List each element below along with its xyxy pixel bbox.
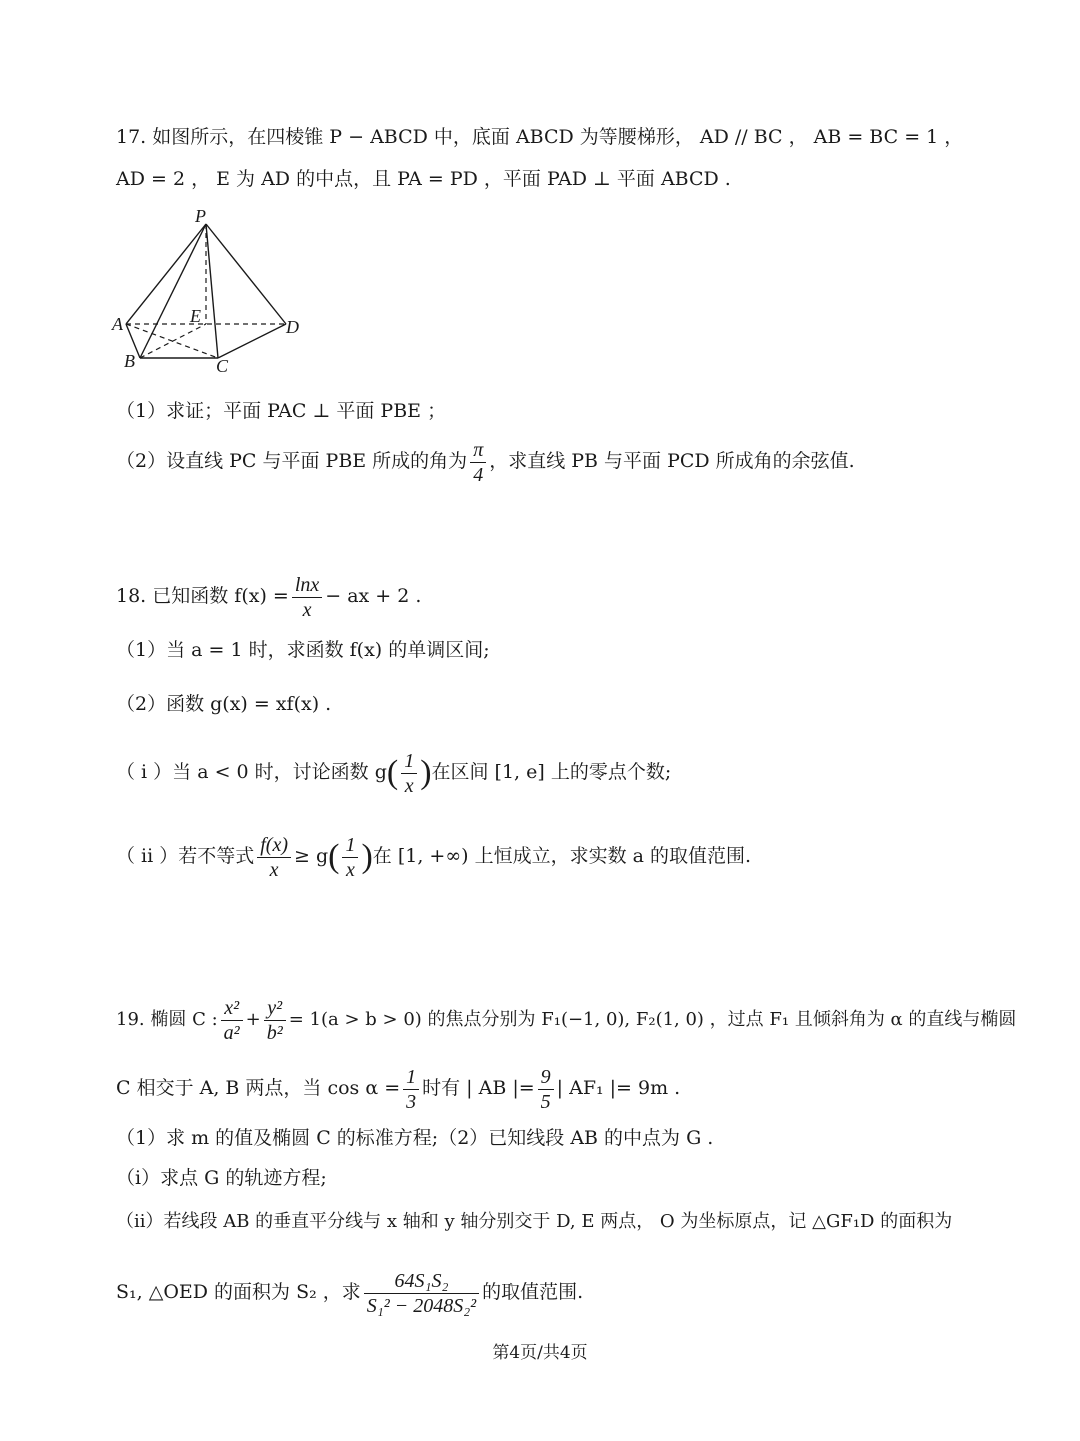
frac-num: 1 <box>345 833 356 856</box>
frac-num: lnx <box>294 573 320 596</box>
q18-sub1 <box>116 746 671 799</box>
q19-ratio-fraction <box>364 1269 479 1318</box>
q19-line2-text-a: C 相交于 A, B 两点，当 cos α = <box>116 1077 401 1099</box>
q19-head-text-a: 19. 椭圆 C : <box>116 1009 218 1030</box>
q18-sub2 <box>116 830 751 883</box>
page-footer: 第4页/共4页 <box>492 1343 588 1363</box>
label-B: B <box>124 351 135 371</box>
q18-part1: （1）当 a = 1 时，求函数 f(x) 的单调区间; <box>116 639 490 661</box>
q17-line1: 17. 如图所示，在四棱锥 P − ABCD 中，底面 ABCD 为等腰梯形， AD // BC ， AB = BC = 1 ， <box>116 126 964 148</box>
edge-CD <box>218 324 286 358</box>
q19-one-third <box>403 1065 419 1114</box>
q17-part2-text-b: ，求直线 PB 与平面 PCD 所成角的余弦值. <box>489 450 855 472</box>
label-P: P <box>195 206 206 226</box>
frac-den: 5 <box>538 1089 554 1114</box>
frac-num: 1 <box>404 749 415 772</box>
edge-BE-dashed <box>140 324 206 358</box>
q19-head <box>116 994 1016 1046</box>
pyramid-figure <box>108 206 318 376</box>
q18-lnx-over-x <box>292 573 322 622</box>
q18-sub1-text-b: 在区间 [1, e] 上的零点个数; <box>431 761 672 783</box>
q18-sub2-text-a: （ ii ）若不等式 <box>116 845 255 867</box>
frac-num: x² <box>224 996 240 1019</box>
paren-left: ( <box>328 838 340 875</box>
paren-left: ( <box>386 754 399 791</box>
q19-head-text-b: = 1(a > b > 0) 的焦点分别为 F₁(−1, 0), F₂(1, 0) ，过点 F₁ 且倾斜角为 α 的直线与椭圆 <box>288 1009 1017 1030</box>
frac-den: x <box>292 597 322 622</box>
q19-last <box>116 1266 583 1318</box>
q18-one-over-x <box>401 749 417 798</box>
label-C: C <box>216 356 229 376</box>
frac-den: 4 <box>470 462 486 487</box>
q19-plus: + <box>245 1009 261 1030</box>
q18-head-text-a: 18. 已知函数 f(x) = <box>116 585 289 607</box>
q17-part2 <box>116 437 855 487</box>
q19-line2-mid: 时有 | AB |= <box>422 1077 535 1099</box>
q19-y2-over-b2 <box>264 996 286 1045</box>
frac-num: y² <box>267 996 283 1019</box>
edge-PD <box>206 224 286 324</box>
edge-PC <box>206 224 218 358</box>
q19-nine-fifths <box>538 1065 554 1114</box>
q18-part2: （2）函数 g(x) = xf(x) . <box>116 693 332 715</box>
frac-den: 3 <box>403 1089 419 1114</box>
q19-last-text-b: 的取值范围. <box>482 1281 584 1303</box>
q19-x2-over-a2 <box>221 996 243 1045</box>
q18-sub2-mid: ≥ g <box>294 845 329 867</box>
q18-fx-over-x <box>257 833 291 882</box>
frac-den: x <box>257 857 291 882</box>
q18-head <box>116 570 421 622</box>
q19-line2 <box>116 1062 680 1114</box>
frac-den: b² <box>264 1020 286 1045</box>
paren-right: ) <box>361 838 373 875</box>
q19-part1: （1）求 m 的值及椭圆 C 的标准方程;（2）已知线段 AB 的中点为 G . <box>116 1127 714 1149</box>
q19-sub2: （ii）若线段 AB 的垂直平分线与 x 轴和 y 轴分别交于 D, E 两点， O 为坐标原点，记 △GF₁D 的面积为 <box>116 1211 953 1232</box>
frac-num: π <box>473 438 484 461</box>
label-D: D <box>286 317 299 337</box>
frac-num: 64S₁S₂ <box>394 1269 449 1292</box>
label-E: E <box>190 306 201 326</box>
q19-line2-text-b: | AF₁ |= 9m . <box>556 1077 681 1099</box>
q18-one-over-x-2 <box>342 833 358 882</box>
q17-part2-text-a: （2）设直线 PC 与平面 PBE 所成的角为 <box>116 450 468 472</box>
paren-right: ) <box>420 754 432 791</box>
q17-line2: AD = 2 ， E 为 AD 的中点，且 PA = PD ，平面 PAD ⊥ 平面 ABCD . <box>116 168 731 190</box>
frac-den: S₁² − 2048S₂² <box>364 1293 479 1318</box>
frac-den: x <box>342 857 358 882</box>
frac-den: x <box>401 773 417 798</box>
label-A: A <box>112 314 123 334</box>
q18-sub2-text-b: 在 [1, +∞) 上恒成立，求实数 a 的取值范围. <box>372 845 752 867</box>
frac-num: 1 <box>406 1065 417 1088</box>
edge-PB <box>140 224 206 358</box>
q19-sub1: （i）求点 G 的轨迹方程; <box>116 1167 327 1189</box>
q17-pi-over-4 <box>470 438 486 487</box>
q19-last-text-a: S₁, △OED 的面积为 S₂ ，求 <box>116 1281 361 1303</box>
q18-head-text-b: − ax + 2 . <box>325 585 422 607</box>
frac-num: f(x) <box>260 833 288 856</box>
q18-sub1-text-a: （ i ）当 a < 0 时，讨论函数 g <box>116 761 387 783</box>
frac-num: 9 <box>540 1065 551 1088</box>
q17-part1: （1）求证；平面 PAC ⊥ 平面 PBE ； <box>116 400 447 422</box>
frac-den: a² <box>221 1020 243 1045</box>
